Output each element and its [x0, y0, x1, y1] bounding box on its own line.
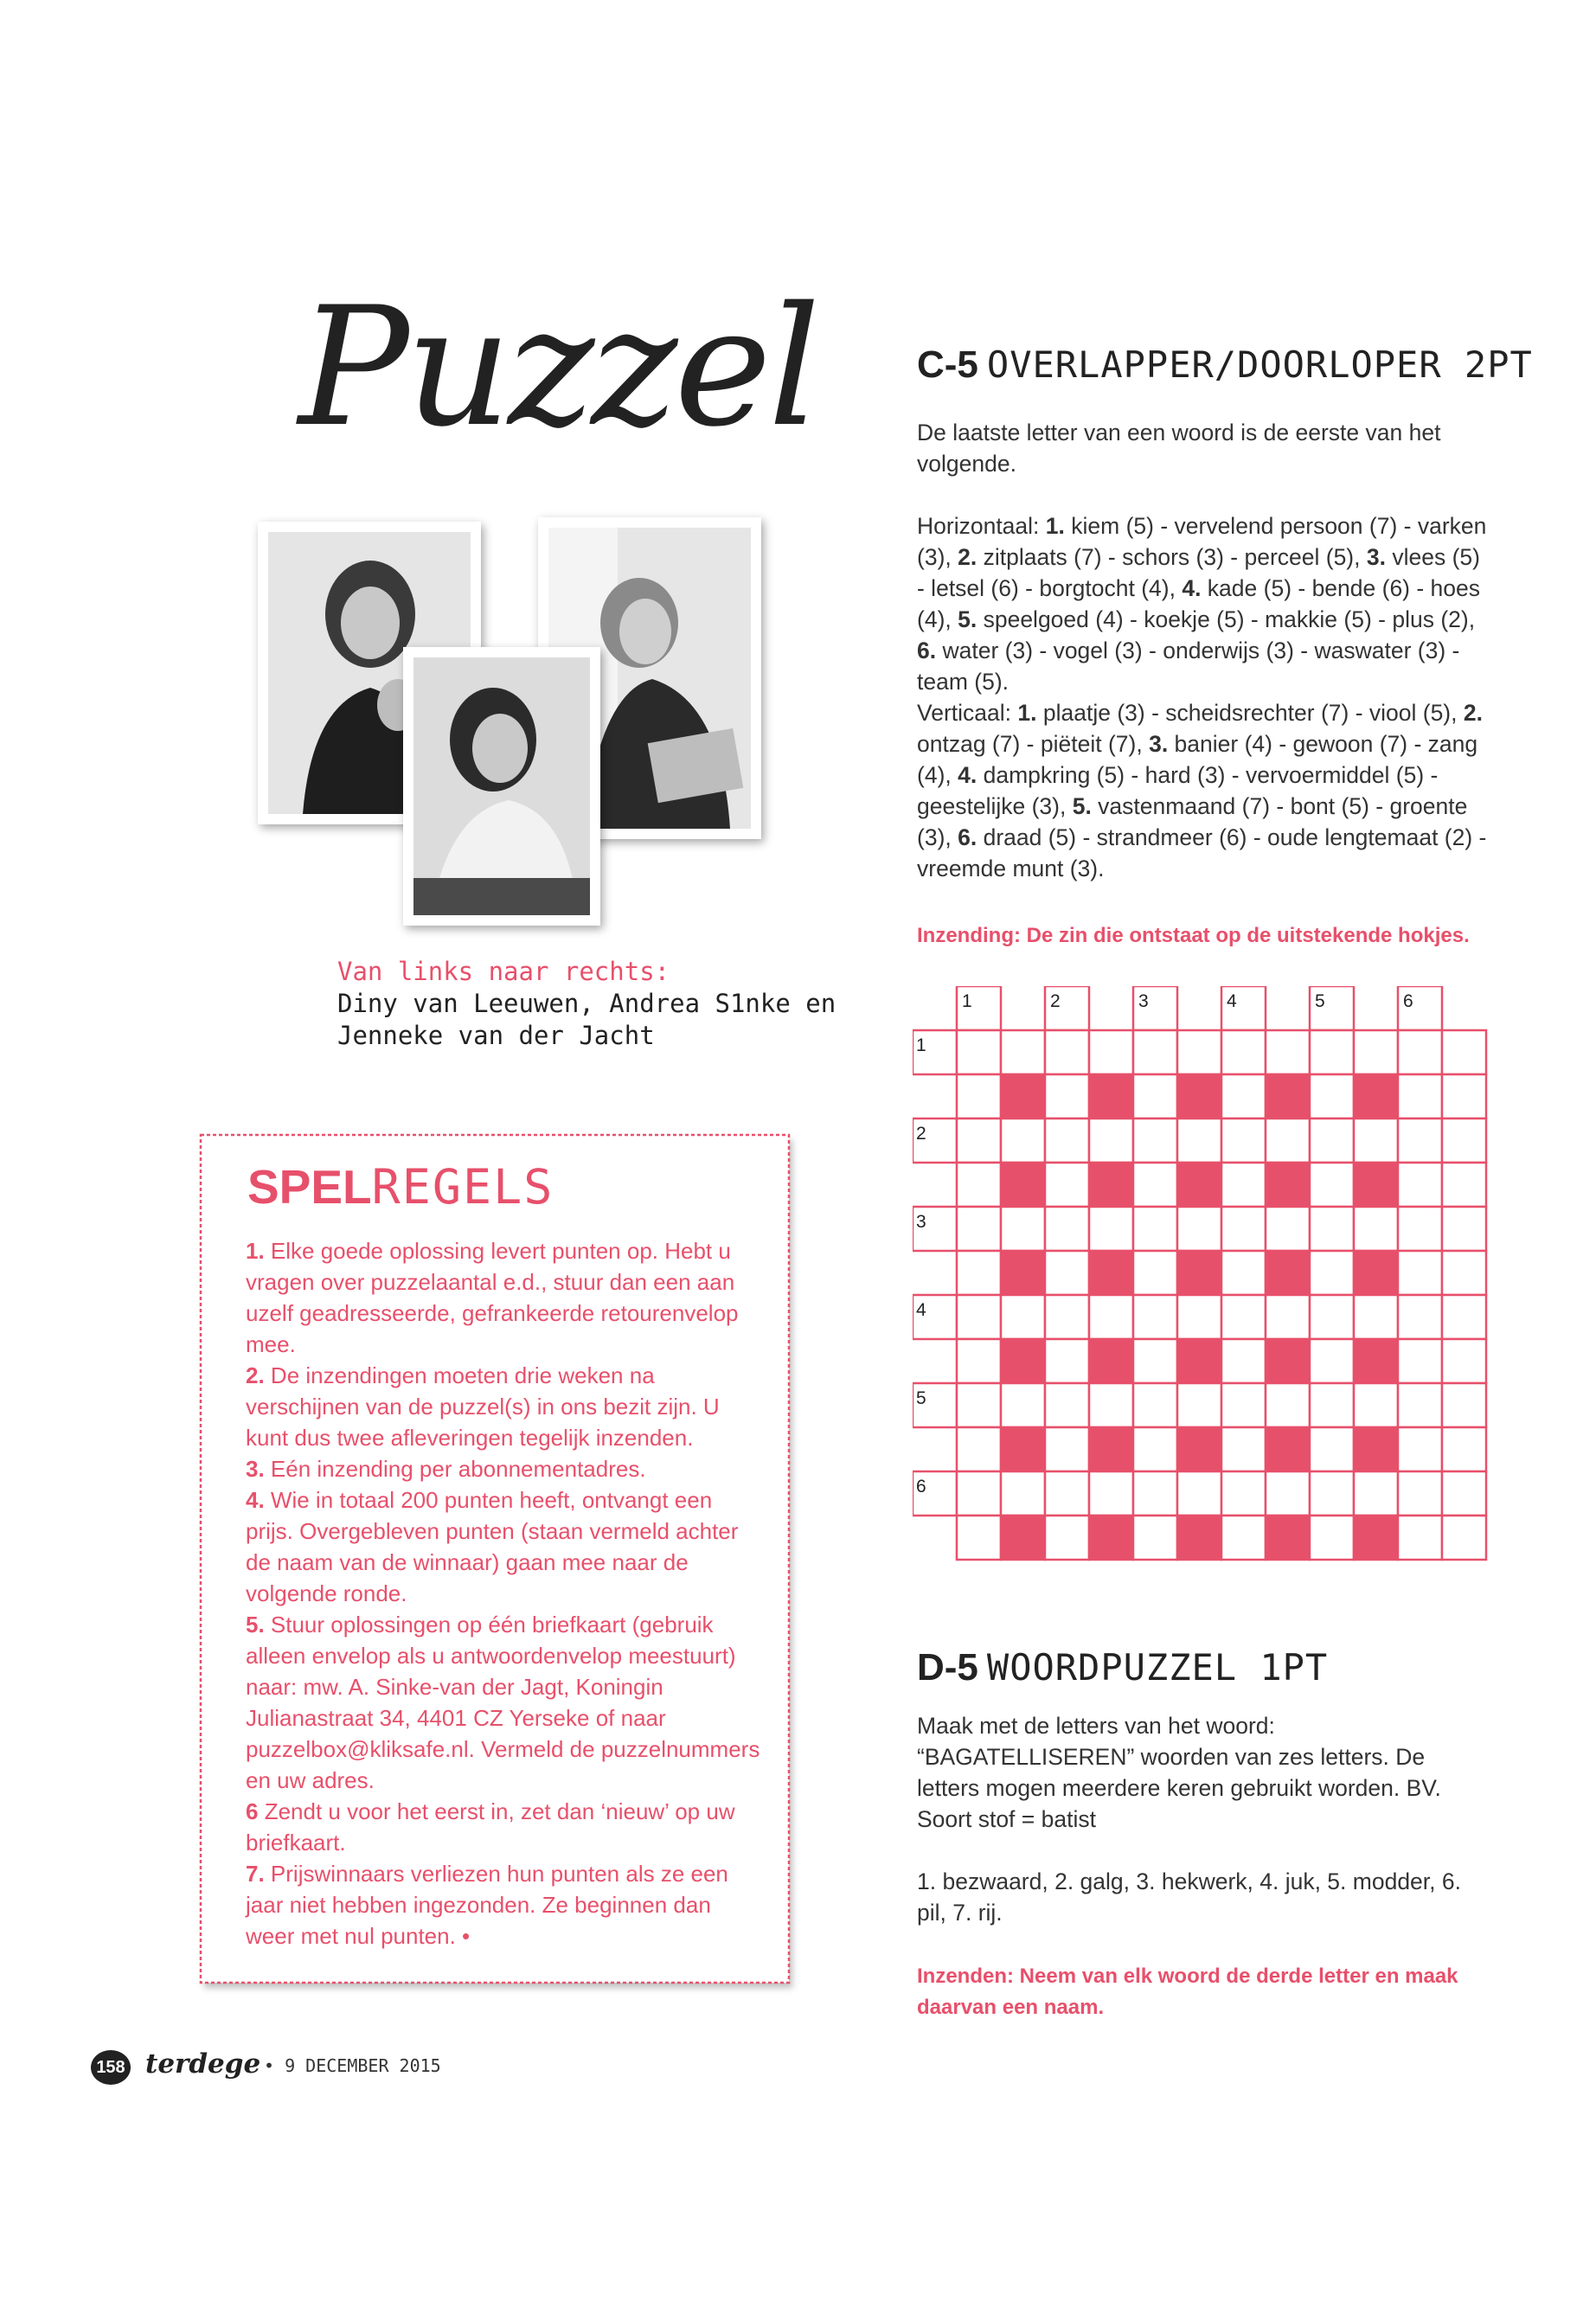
grid-cell[interactable] — [1133, 1516, 1177, 1560]
rule-item: 5. Stuur oplossingen op één briefkaart (gebruik alleen envelop als u antwoordenvelop meestuurt) naar: mw. A. Sinke-van der Jagt, Koningin Julianastraat 34, 4401 CZ Yerseke of naar puzzelbox@kliksafe.nl. Vermeld de puzzelnummers en uw adres. — [246, 1612, 760, 1793]
grid-cell[interactable] — [1133, 1030, 1177, 1074]
grid-row-number: 1 — [916, 1035, 926, 1055]
rules-title-light: REGELS — [371, 1159, 554, 1215]
grid-cell[interactable] — [1442, 1207, 1486, 1251]
grid-cell-shaded — [1177, 1251, 1221, 1295]
grid-cell[interactable] — [1001, 1383, 1045, 1427]
c5-verticaal: Verticaal: 1. plaatje (3) - scheidsrechter (7) - viool (5), 2. ontzag (7) - piëteit (7), 3. banier (4) - gewoon (7) - zang (4), 4. dampkring (5) - hard (3) - vervoermiddel (5) - geestelijke (3), 5. vastenmaand (7) - bont (5) - groente (3), 6. draad (5) - strandmeer (6) - oude lengtemaat (2) - vreemde munt (3). — [917, 700, 1487, 881]
grid-cell[interactable] — [1221, 1339, 1266, 1383]
grid-cell[interactable] — [1354, 1471, 1398, 1516]
grid-cell[interactable] — [1045, 1339, 1089, 1383]
grid-cell[interactable] — [1177, 1030, 1221, 1074]
rule-item: 2. De inzendingen moeten drie weken na verschijnen van de puzzel(s) in ons bezit zijn. U kunt dus twee afleveringen tegelijk inzenden. — [246, 1362, 720, 1451]
c5-intro: De laatste letter van een woord is de eerste van het volgende. — [917, 420, 1441, 477]
grid-cell-shaded — [1001, 1074, 1045, 1118]
grid-cell[interactable] — [1221, 1074, 1266, 1118]
grid-cell[interactable] — [1045, 1074, 1089, 1118]
grid-cell[interactable] — [1045, 1207, 1089, 1251]
grid-cell[interactable] — [1089, 1207, 1133, 1251]
grid-col-number: 5 — [1315, 991, 1325, 1011]
magazine-name: terdege — [145, 2048, 261, 2080]
rules-title-bold: SPEL — [247, 1160, 372, 1214]
crossword-grid — [913, 986, 1509, 1574]
grid-cell[interactable] — [1089, 1383, 1133, 1427]
grid-cell[interactable] — [1354, 1295, 1398, 1339]
c5-code: C-5 — [917, 343, 978, 386]
d5-name: WOORDPUZZEL 1PT — [986, 1646, 1329, 1689]
grid-cell[interactable] — [1133, 1339, 1177, 1383]
grid-cell[interactable] — [957, 1383, 1001, 1427]
grid-cell[interactable] — [1310, 1339, 1354, 1383]
grid-cell[interactable] — [1398, 1383, 1442, 1427]
grid-cell[interactable] — [1310, 1207, 1354, 1251]
grid-cell[interactable] — [1177, 1118, 1221, 1163]
grid-cell[interactable] — [1266, 1383, 1310, 1427]
grid-col-number: 1 — [962, 991, 972, 1011]
caption-heading: Van links naar rechts: — [337, 957, 670, 986]
grid-cell[interactable] — [1045, 1030, 1089, 1074]
photo-andrea — [403, 647, 600, 926]
grid-col-number: 2 — [1050, 991, 1061, 1011]
grid-row-number: 6 — [916, 1477, 926, 1497]
grid-cell[interactable] — [1354, 1383, 1398, 1427]
grid-cell[interactable] — [1221, 1383, 1266, 1427]
grid-cell[interactable] — [1442, 1163, 1486, 1207]
grid-cell-shaded — [1089, 1516, 1133, 1560]
grid-cell[interactable] — [1177, 1383, 1221, 1427]
d5-clues: 1. bezwaard, 2. galg, 3. hekwerk, 4. juk, 5. modder, 6. pil, 7. rij. — [917, 1868, 1461, 1926]
caption-line-1: Diny van Leeuwen, Andrea S1nke en — [337, 989, 836, 1018]
grid-cell[interactable] — [1310, 1030, 1354, 1074]
grid-cell[interactable] — [1089, 1295, 1133, 1339]
grid-cell-shaded — [1177, 1516, 1221, 1560]
grid-cell[interactable] — [1177, 1207, 1221, 1251]
grid-cell[interactable] — [957, 1251, 1001, 1295]
grid-cell[interactable] — [1045, 1251, 1089, 1295]
grid-cell[interactable] — [1133, 1118, 1177, 1163]
grid-cell[interactable] — [1045, 1516, 1089, 1560]
grid-cell-shaded — [1177, 1339, 1221, 1383]
grid-cell[interactable] — [1133, 1207, 1177, 1251]
d5-submission: Inzenden: Neem van elk woord de derde letter en maak daarvan een naam. — [917, 1965, 1458, 2019]
grid-cell-shaded — [1089, 1163, 1133, 1207]
grid-cell[interactable] — [1442, 1251, 1486, 1295]
grid-cell-shaded — [1354, 1251, 1398, 1295]
grid-cell-shaded — [1266, 1516, 1310, 1560]
grid-cell[interactable] — [1398, 1295, 1442, 1339]
grid-cell[interactable] — [1045, 1118, 1089, 1163]
grid-cell-shaded — [1266, 1251, 1310, 1295]
grid-cell[interactable] — [957, 1163, 1001, 1207]
grid-cell-shaded — [1089, 1339, 1133, 1383]
rule-item: 6 Zendt u voor het eerst in, zet dan ‘nieuw’ op uw briefkaart. — [246, 1798, 735, 1856]
grid-cell[interactable] — [957, 1118, 1001, 1163]
rule-item: 1. Elke goede oplossing levert punten op. Hebt u vragen over puzzelaantal e.d., stuur dan een aan uzelf geadresseerde, gefrankeerde retourenvelop mee. — [246, 1238, 739, 1357]
grid-cell[interactable] — [1001, 1295, 1045, 1339]
grid-cell[interactable] — [1442, 1118, 1486, 1163]
grid-cell-shaded — [1354, 1339, 1398, 1383]
grid-cell[interactable] — [1221, 1207, 1266, 1251]
c5-horizontaal: Horizontaal: 1. kiem (5) - vervelend persoon (7) - varken (3), 2. zitplaats (7) - schors (3) - perceel (5), 3. vlees (5) - letsel (6) - borgtocht (4), 4. kade (5) - bende (6) - hoes (4), 5. speelgoed (4) - koekje (5) - makkie (5) - plus (2), 6. water (3) - vogel (3) - onderwijs (3) - waswater (3) - team (5). — [917, 513, 1487, 695]
grid-cell[interactable] — [1398, 1516, 1442, 1560]
grid-cell[interactable] — [1310, 1251, 1354, 1295]
grid-cell[interactable] — [1310, 1074, 1354, 1118]
grid-cell[interactable] — [1398, 1074, 1442, 1118]
grid-cell-shaded — [1354, 1516, 1398, 1560]
grid-cell[interactable] — [1442, 1339, 1486, 1383]
grid-row-number: 5 — [916, 1388, 926, 1408]
grid-row-number: 4 — [916, 1300, 926, 1320]
grid-cell[interactable] — [1001, 1030, 1045, 1074]
grid-cell-shaded — [1177, 1074, 1221, 1118]
grid-cell[interactable] — [1442, 1383, 1486, 1427]
grid-cell[interactable] — [1221, 1163, 1266, 1207]
grid-cell[interactable] — [1089, 1471, 1133, 1516]
grid-cell[interactable] — [1133, 1383, 1177, 1427]
grid-cell[interactable] — [1221, 1251, 1266, 1295]
grid-col-number: 4 — [1227, 991, 1237, 1011]
grid-cell[interactable] — [1266, 1118, 1310, 1163]
rule-item: 4. Wie in totaal 200 punten heeft, ontvangt een prijs. Overgebleven punten (staan vermeld achter de naam van de winnaar) gaan mee naar de volgende ronde. — [246, 1487, 739, 1606]
grid-cell[interactable] — [1221, 1427, 1266, 1471]
grid-cell[interactable] — [957, 1295, 1001, 1339]
grid-cell[interactable] — [1045, 1427, 1089, 1471]
d5-intro: Maak met de letters van het woord: “BAGATELLISEREN” woorden van zes letters. De letters mogen meerdere keren gebruikt worden. BV. Soort stof = batist — [917, 1713, 1441, 1832]
grid-cell[interactable] — [957, 1030, 1001, 1074]
c5-submission: Inzending: De zin die ontstaat op de uitstekende hokjes. — [917, 924, 1470, 947]
grid-cell[interactable] — [1045, 1295, 1089, 1339]
grid-cell-shaded — [1177, 1427, 1221, 1471]
grid-cell[interactable] — [1310, 1427, 1354, 1471]
grid-cell[interactable] — [1177, 1295, 1221, 1339]
grid-cell[interactable] — [957, 1074, 1001, 1118]
grid-cell[interactable] — [1442, 1427, 1486, 1471]
grid-cell[interactable] — [1398, 1118, 1442, 1163]
grid-cell-shaded — [1354, 1427, 1398, 1471]
grid-cell[interactable] — [1398, 1251, 1442, 1295]
grid-cell[interactable] — [1310, 1163, 1354, 1207]
grid-cell[interactable] — [957, 1339, 1001, 1383]
grid-cell-shaded — [1177, 1163, 1221, 1207]
grid-cell[interactable] — [1398, 1163, 1442, 1207]
rule-item: 3. Eén inzending per abonnementadres. — [246, 1456, 646, 1482]
grid-cell[interactable] — [1177, 1471, 1221, 1516]
grid-cell[interactable] — [1398, 1471, 1442, 1516]
d5-heading — [917, 1646, 1329, 1689]
grid-cell[interactable] — [1266, 1295, 1310, 1339]
grid-cell[interactable] — [1354, 1207, 1398, 1251]
page-title: Puzzel — [298, 272, 817, 463]
grid-cell[interactable] — [1089, 1118, 1133, 1163]
grid-cell[interactable] — [1310, 1471, 1354, 1516]
grid-cell[interactable] — [1310, 1118, 1354, 1163]
grid-cell[interactable] — [1442, 1295, 1486, 1339]
grid-cell[interactable] — [1310, 1516, 1354, 1560]
grid-col-number: 6 — [1403, 991, 1413, 1011]
grid-cell-shaded — [1354, 1163, 1398, 1207]
grid-cell[interactable] — [1442, 1471, 1486, 1516]
grid-cell[interactable] — [1266, 1471, 1310, 1516]
rules-list — [246, 1235, 765, 1952]
grid-cell[interactable] — [1266, 1030, 1310, 1074]
grid-cell-shaded — [1266, 1427, 1310, 1471]
c5-heading — [917, 343, 1533, 386]
grid-cell[interactable] — [1398, 1427, 1442, 1471]
grid-cell[interactable] — [1442, 1516, 1486, 1560]
grid-cell[interactable] — [1133, 1163, 1177, 1207]
grid-cell[interactable] — [1221, 1030, 1266, 1074]
photo-caption — [337, 956, 836, 1052]
grid-cell-shaded — [1089, 1251, 1133, 1295]
grid-cell-shaded — [1001, 1339, 1045, 1383]
grid-cell[interactable] — [957, 1207, 1001, 1251]
d5-code: D-5 — [917, 1646, 978, 1689]
grid-cell[interactable] — [1133, 1471, 1177, 1516]
grid-cell[interactable] — [1045, 1163, 1089, 1207]
grid-cell[interactable] — [1442, 1030, 1486, 1074]
grid-cell-shaded — [1266, 1163, 1310, 1207]
grid-cell-shaded — [1001, 1251, 1045, 1295]
page-number-badge: 158 — [91, 2050, 131, 2085]
grid-cell[interactable] — [1001, 1118, 1045, 1163]
grid-col-number: 3 — [1138, 991, 1149, 1011]
grid-cell-shaded — [1354, 1074, 1398, 1118]
rule-item: 7. Prijswinnaars verliezen hun punten als ze een jaar niet hebben ingezonden. Ze beginnen dan weer met nul punten. • — [246, 1861, 728, 1949]
grid-row-number: 3 — [916, 1212, 926, 1232]
grid-cell-shaded — [1001, 1427, 1045, 1471]
grid-cell[interactable] — [1045, 1383, 1089, 1427]
grid-cell[interactable] — [1001, 1471, 1045, 1516]
c5-name: OVERLAPPER/DOORLOPER 2PT — [986, 343, 1533, 386]
grid-cell[interactable] — [1398, 1030, 1442, 1074]
grid-cell[interactable] — [1266, 1207, 1310, 1251]
grid-cell[interactable] — [1045, 1471, 1089, 1516]
grid-cell[interactable] — [1133, 1295, 1177, 1339]
grid-cell[interactable] — [957, 1427, 1001, 1471]
grid-cell-shaded — [1089, 1074, 1133, 1118]
grid-cell[interactable] — [1398, 1207, 1442, 1251]
grid-cell[interactable] — [1089, 1030, 1133, 1074]
grid-cell[interactable] — [1398, 1339, 1442, 1383]
grid-cell[interactable] — [1133, 1074, 1177, 1118]
grid-cell[interactable] — [1442, 1074, 1486, 1118]
grid-cell[interactable] — [957, 1471, 1001, 1516]
grid-cell[interactable] — [957, 1516, 1001, 1560]
grid-cell[interactable] — [1001, 1207, 1045, 1251]
grid-cell[interactable] — [1133, 1427, 1177, 1471]
grid-cell[interactable] — [1221, 1471, 1266, 1516]
grid-cell[interactable] — [1221, 1295, 1266, 1339]
c5-clues — [917, 510, 1488, 884]
issue-date: • 9 DECEMBER 2015 — [264, 2055, 441, 2076]
grid-cell[interactable] — [1354, 1118, 1398, 1163]
caption-line-2: Jenneke van der Jacht — [337, 1021, 655, 1050]
grid-cell[interactable] — [1221, 1516, 1266, 1560]
grid-cell[interactable] — [1133, 1251, 1177, 1295]
grid-cell-shaded — [1089, 1427, 1133, 1471]
grid-cell-shaded — [1266, 1074, 1310, 1118]
grid-cell[interactable] — [1221, 1118, 1266, 1163]
rules-title — [247, 1159, 554, 1215]
grid-cell-shaded — [1266, 1339, 1310, 1383]
grid-cell[interactable] — [1310, 1295, 1354, 1339]
grid-cell[interactable] — [1310, 1383, 1354, 1427]
grid-row-number: 2 — [916, 1124, 926, 1144]
grid-cell-shaded — [1001, 1516, 1045, 1560]
grid-cell[interactable] — [1354, 1030, 1398, 1074]
grid-cell-shaded — [1001, 1163, 1045, 1207]
